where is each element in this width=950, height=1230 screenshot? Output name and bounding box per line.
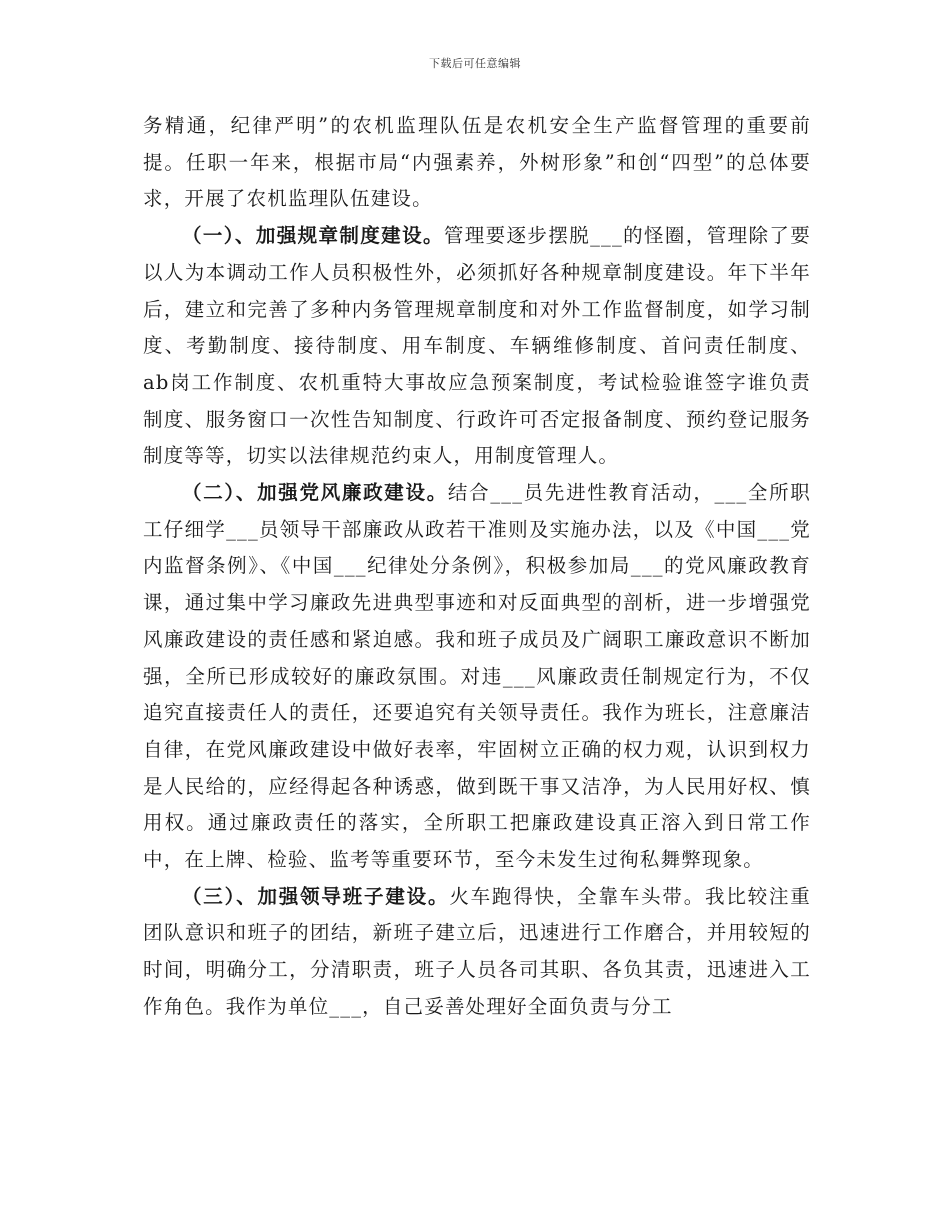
paragraph-text: 管理要逐步摆脱___的怪圈，管理除了要以人为本调动工作人员积极性外，必须抓好各种规章制度建设。年下半年后，建立和完善了多种内务管理规章制度和对外工作监督制度，如学习制度、考勤制度、接待制度、用车制度、车辆维修制度、首问责任制度、ab岗工作制度、农机重特大事故应急预案制度，考试检验谁签字谁负责制度、服务窗口一次性告知制度、行政许可否定报备制度、预约登记服务制度等等，切实以法律规范约束人，用制度管理人。: [143, 224, 811, 468]
document-body: [143, 108, 811, 1026]
paragraph-rules-system: [143, 218, 811, 475]
section-heading: （二）、加强党风廉政建设。: [182, 481, 448, 505]
paragraph-integrity: [143, 475, 811, 879]
section-heading: （三）、加强领导班子建设。: [182, 884, 450, 908]
paragraph-leadership: [143, 879, 811, 1026]
section-heading: （一）、加强规章制度建设。: [182, 224, 444, 248]
paragraph-text: 火车跑得快，全靠车头带。我比较注重团队意识和班子的团结，新班子建立后，迅速进行工作磨合，并用较短的时间，明确分工，分清职责，班子人员各司其职、各负其责，迅速进入工作角色。我作为单位___，自己妥善处理好全面负责与分工: [143, 884, 811, 1018]
paragraph-text: 结合___员先进性教育活动，___全所职工仔细学___员领导干部廉政从政若干准则及实施办法，以及《中国___党内监督条例》、《中国___纪律处分条例》，积极参加局___的党风廉政教育课，通过集中学习廉政先进典型事迹和对反面典型的剖析，进一步增强党风廉政建设的责任感和紧迫感。我和班子成员及广阔职工廉政意识不断加强，全所已形成较好的廉政氛围。对违___风廉政责任制规定行为，不仅追究直接责任人的责任，还要追究有关领导责任。我作为班长，注意廉洁自律，在党风廉政建设中做好表率，牢固树立正确的权力观，认识到权力是人民给的，应经得起各种诱惑，做到既干事又洁净，为人民用好权、慎用权。通过廉政责任的落实，全所职工把廉政建设真正溶入到日常工作中，在上牌、检验、监考等重要环节，至今未发生过徇私舞弊现象。: [143, 481, 811, 872]
paragraph-text: 务精通，纪律严明”的农机监理队伍是农机安全生产监督管理的重要前提。任职一年来，根据市局“内强素养，外树形象”和创“四型”的总体要求，开展了农机监理队伍建设。: [143, 114, 811, 211]
page-header-note: 下载后可任意编辑: [429, 57, 521, 70]
paragraph-intro: [143, 108, 811, 218]
